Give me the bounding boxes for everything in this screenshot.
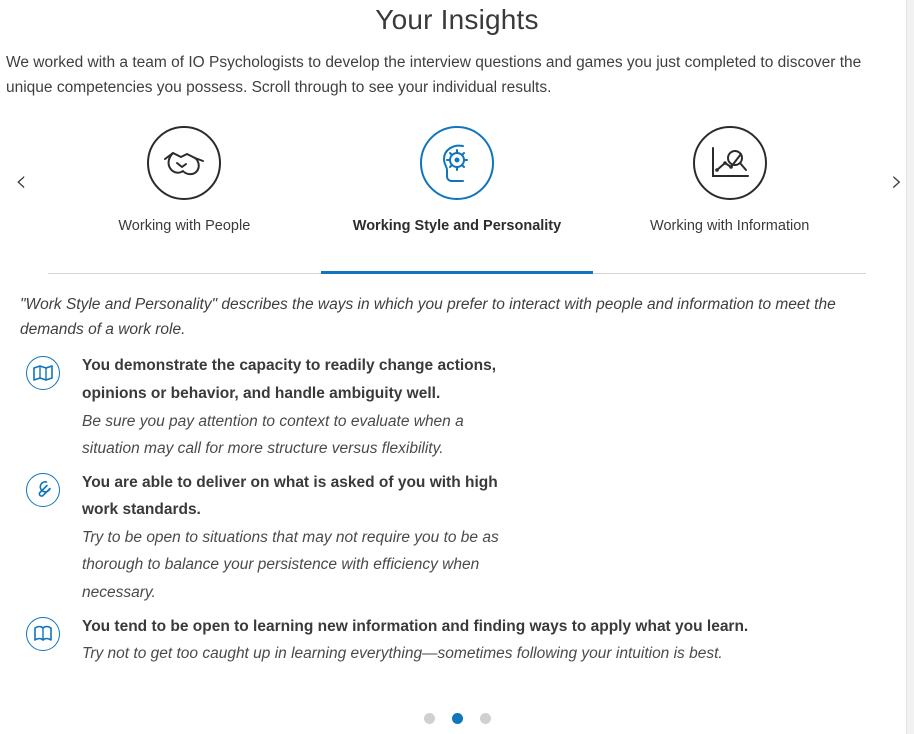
tab-working-with-people[interactable] <box>48 122 321 274</box>
tab-label: Working Style and Personality <box>352 218 562 235</box>
page-title: Your Insights <box>375 4 539 35</box>
tab-working-with-information[interactable] <box>593 122 866 274</box>
insight-subtext: Try to be open to situations that may not require you to be as thorough to balance your persistence with efficiency when necessary. <box>82 528 499 602</box>
carousel-prev-arrow-icon[interactable]: ‹ <box>15 164 27 200</box>
book-icon <box>33 625 53 643</box>
tab-working-style-and-personality[interactable] <box>321 122 594 274</box>
list-item <box>20 469 866 607</box>
page-scrollbar-track[interactable] <box>906 0 914 734</box>
handshake-icon-circle <box>147 126 221 200</box>
carousel-next-arrow-icon[interactable]: › <box>891 164 903 200</box>
head-gear-icon-circle <box>420 126 494 200</box>
insight-text <box>82 352 866 462</box>
tab-label: Working with People <box>118 218 251 235</box>
insight-headline: You tend to be open to learning new information and finding ways to apply what you learn. <box>82 617 749 635</box>
wrench-icon-circle <box>26 473 60 507</box>
list-item <box>20 352 866 462</box>
carousel-pagination-dots <box>0 713 914 724</box>
head-gear-icon <box>437 142 477 184</box>
tab-label: Working with Information <box>650 218 810 235</box>
chart-magnifier-icon <box>708 144 752 182</box>
handshake-icon <box>161 147 207 179</box>
panel-description: "Work Style and Personality" describes the ways in which you prefer to interact with people and information to meet the demands of a work role. <box>20 296 836 339</box>
pagination-dot-1[interactable] <box>424 713 435 724</box>
insights-panel <box>20 292 866 668</box>
page-intro-text: We worked with a team of IO Psychologists to develop the interview questions and games you just completed to discover the unique competencies you possess. Scroll through to see your individual results. <box>6 54 862 97</box>
insight-headline: You are able to deliver on what is asked of you with high work standards. <box>82 473 498 519</box>
pagination-dot-2[interactable] <box>452 713 463 724</box>
category-tabs <box>48 122 866 274</box>
pagination-dot-3[interactable] <box>480 713 491 724</box>
map-icon <box>33 364 53 382</box>
insight-subtext: Be sure you pay attention to context to evaluate when a situation may call for more structure versus flexibility. <box>82 412 464 458</box>
insight-text <box>82 469 866 607</box>
map-icon-circle <box>26 356 60 390</box>
list-item <box>20 613 866 668</box>
wrench-icon <box>33 480 53 500</box>
insights-list <box>20 352 866 667</box>
chart-magnifier-icon-circle <box>693 126 767 200</box>
insight-headline: You demonstrate the capacity to readily change actions, opinions or behavior, and handle ambiguity well. <box>82 357 497 403</box>
insights-carousel <box>0 122 914 274</box>
book-icon-circle <box>26 617 60 651</box>
insight-subtext: Try not to get too caught up in learning everything—sometimes following your intuition is best. <box>82 645 723 663</box>
insight-text <box>82 613 866 668</box>
